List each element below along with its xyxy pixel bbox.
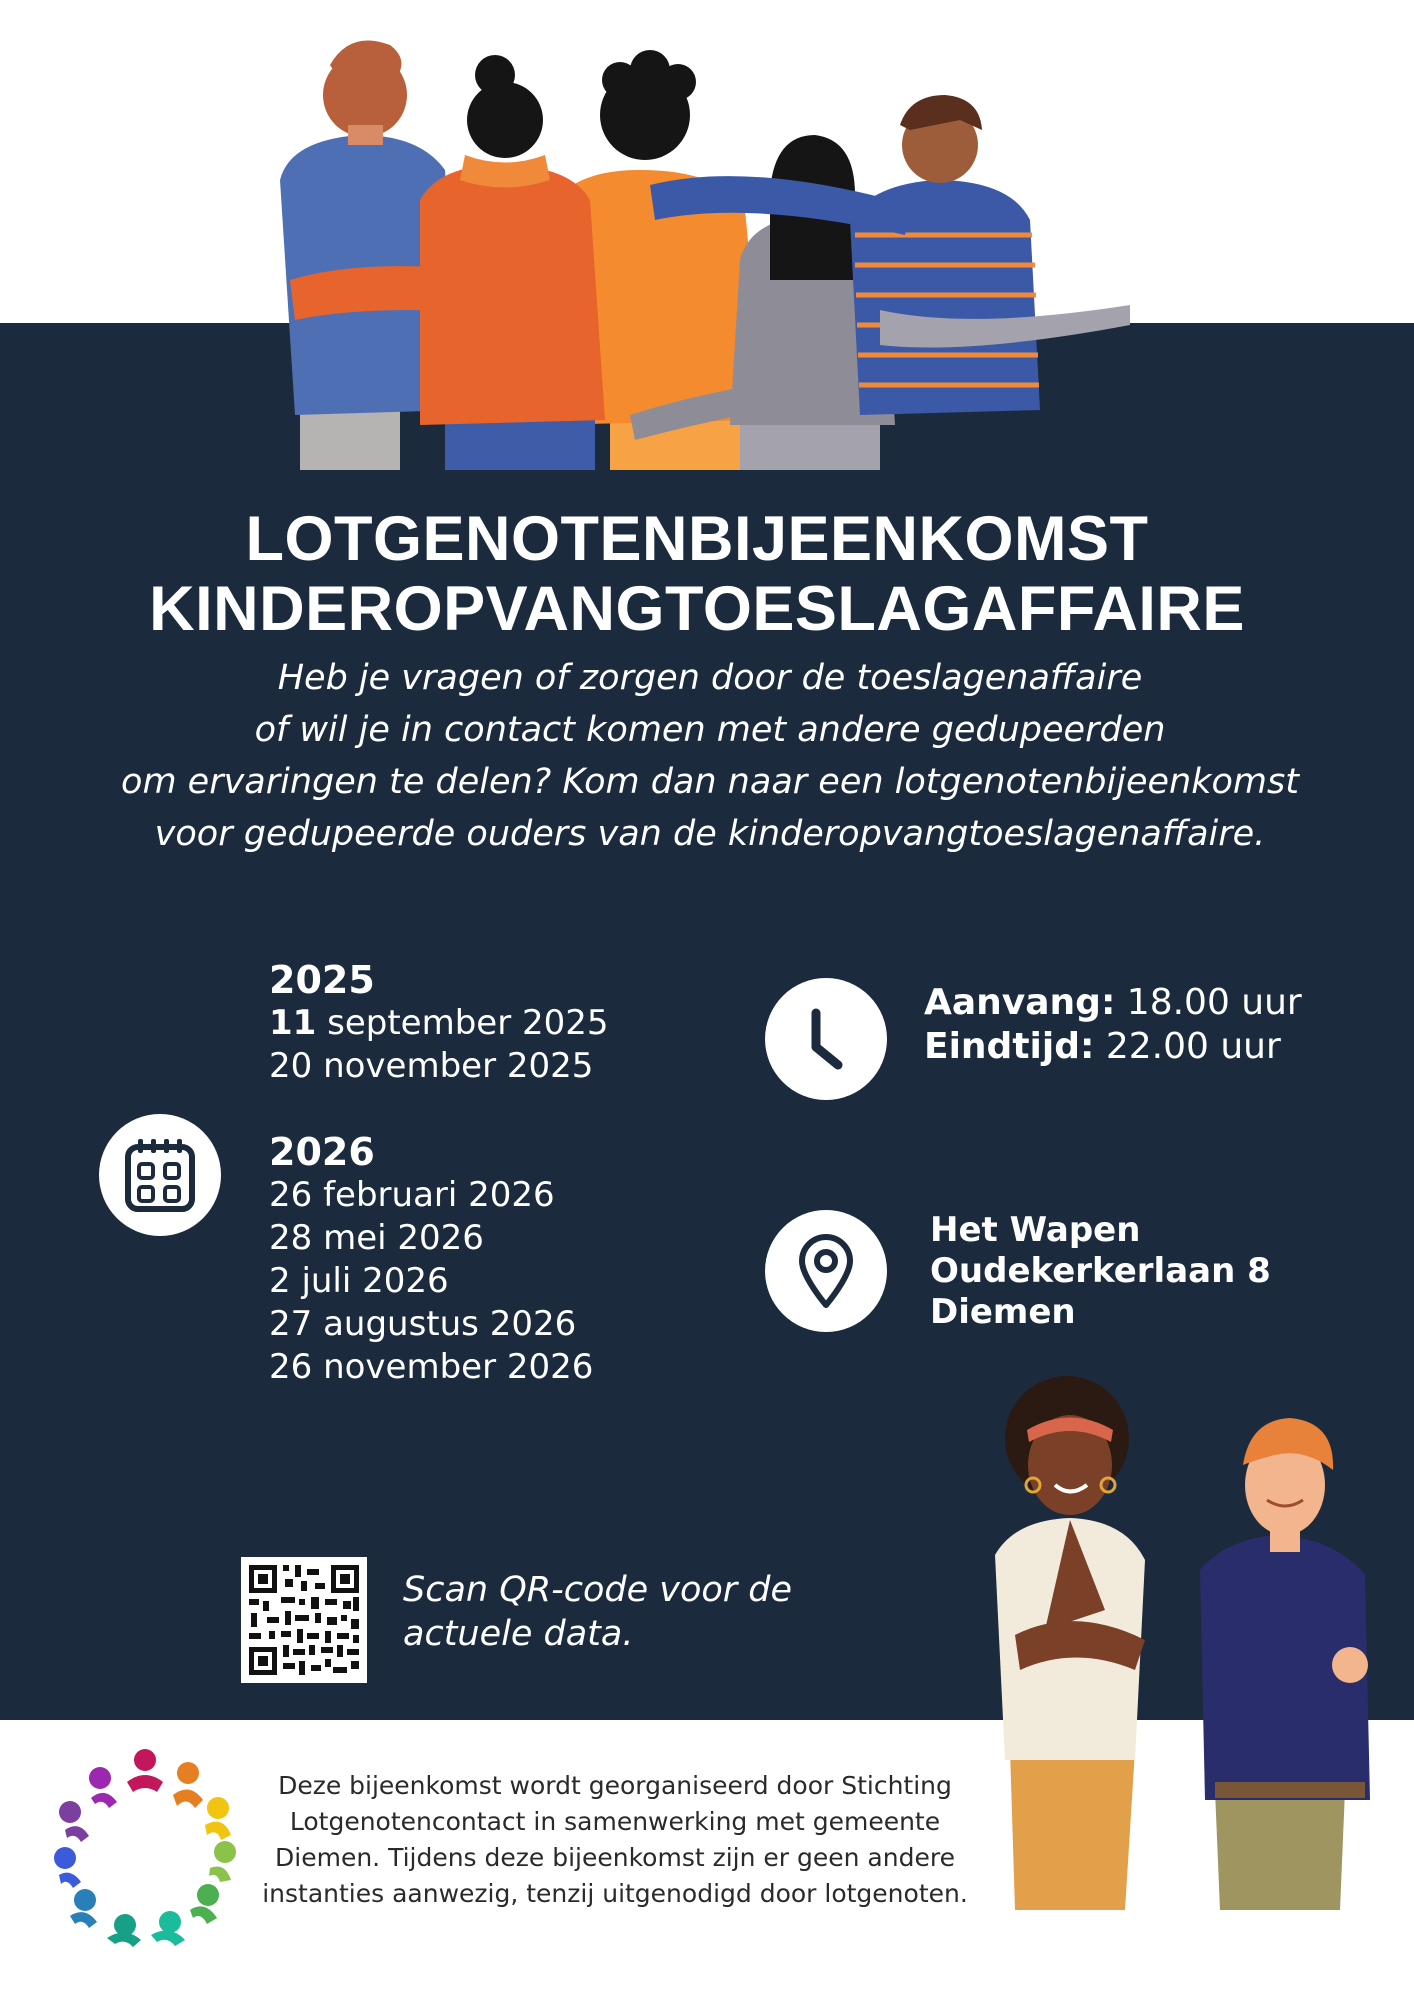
time-block [924,981,1302,1069]
intro-paragraph [60,652,1360,860]
group-hug-illustration [270,20,1150,470]
dates-2025 [269,958,609,1088]
year-heading: 2026 [269,1130,375,1174]
footer-line: Diemen. Tijdens deze bijeenkomst zijn er geen andere [275,1843,955,1872]
people-circle-logo [45,1740,245,1950]
end-time-label: Eindtijd: [924,1026,1095,1067]
footer-text [255,1768,975,1912]
logo-figures [54,1749,236,1947]
date-item: 2 juli 2026 [269,1261,449,1301]
dates-2026 [269,1130,593,1389]
clock-icon [786,999,866,1079]
date-item: 26 februari 2026 [269,1175,555,1215]
location-name: Het Wapen [930,1210,1141,1250]
intro-line: om ervaringen te delen? Kom dan naar een lotgenotenbijeenkomst [121,762,1299,802]
qr-caption-line: actuele data. [403,1614,634,1654]
year-heading: 2025 [269,958,375,1002]
date-rest: september 2025 [316,1003,609,1043]
footer-line: instanties aanwezig, tenzij uitgenodigd door lotgenoten. [262,1879,968,1908]
qr-code[interactable] [241,1557,367,1683]
start-time-label: Aanvang: [924,982,1116,1023]
intro-line: of wil je in contact komen met andere gedupeerden [254,710,1166,750]
two-people-illustration [975,1370,1395,1910]
calendar-icon-circle [99,1114,221,1236]
qr-caption-line: Scan QR-code voor de [403,1570,793,1610]
map-pin-icon [796,1233,856,1309]
start-time-value: 18.00 uur [1115,982,1302,1023]
date-day-bold: 11 [269,1003,317,1043]
end-time [924,1025,1302,1069]
calendar-icon [124,1137,196,1213]
man-figure [1200,1418,1370,1910]
person-2-figure [420,55,605,470]
qr-code-pattern [241,1557,367,1683]
location-city: Diemen [930,1292,1076,1332]
location-street: Oudekerkerlaan 8 [930,1251,1271,1291]
footer-line: Deze bijeenkomst wordt georganiseerd door Stichting [278,1771,952,1800]
title-line-1: LOTGENOTENBIJEENKOMST [245,504,1149,574]
date-item [269,1002,609,1045]
date-item: 20 november 2025 [269,1046,594,1086]
date-item: 27 augustus 2026 [269,1304,577,1344]
person-5-figure [850,95,1040,415]
clock-icon-circle [765,978,887,1100]
map-pin-icon-circle [765,1210,887,1332]
date-item: 28 mei 2026 [269,1218,484,1258]
woman-figure [995,1376,1145,1910]
location-block [930,1210,1271,1333]
date-item: 26 november 2026 [269,1347,594,1387]
intro-line: voor gedupeerde ouders van de kinderopvangtoeslagenaffaire. [154,814,1266,854]
footer-line: Lotgenotencontact in samenwerking met gemeente [289,1807,941,1836]
start-time [924,981,1302,1025]
qr-caption [403,1568,792,1656]
end-time-value: 22.00 uur [1094,1026,1281,1067]
title-line-2: KINDEROPVANGTOESLAGAFFAIRE [149,574,1245,644]
intro-line: Heb je vragen of zorgen door de toeslagenaffaire [277,658,1143,698]
